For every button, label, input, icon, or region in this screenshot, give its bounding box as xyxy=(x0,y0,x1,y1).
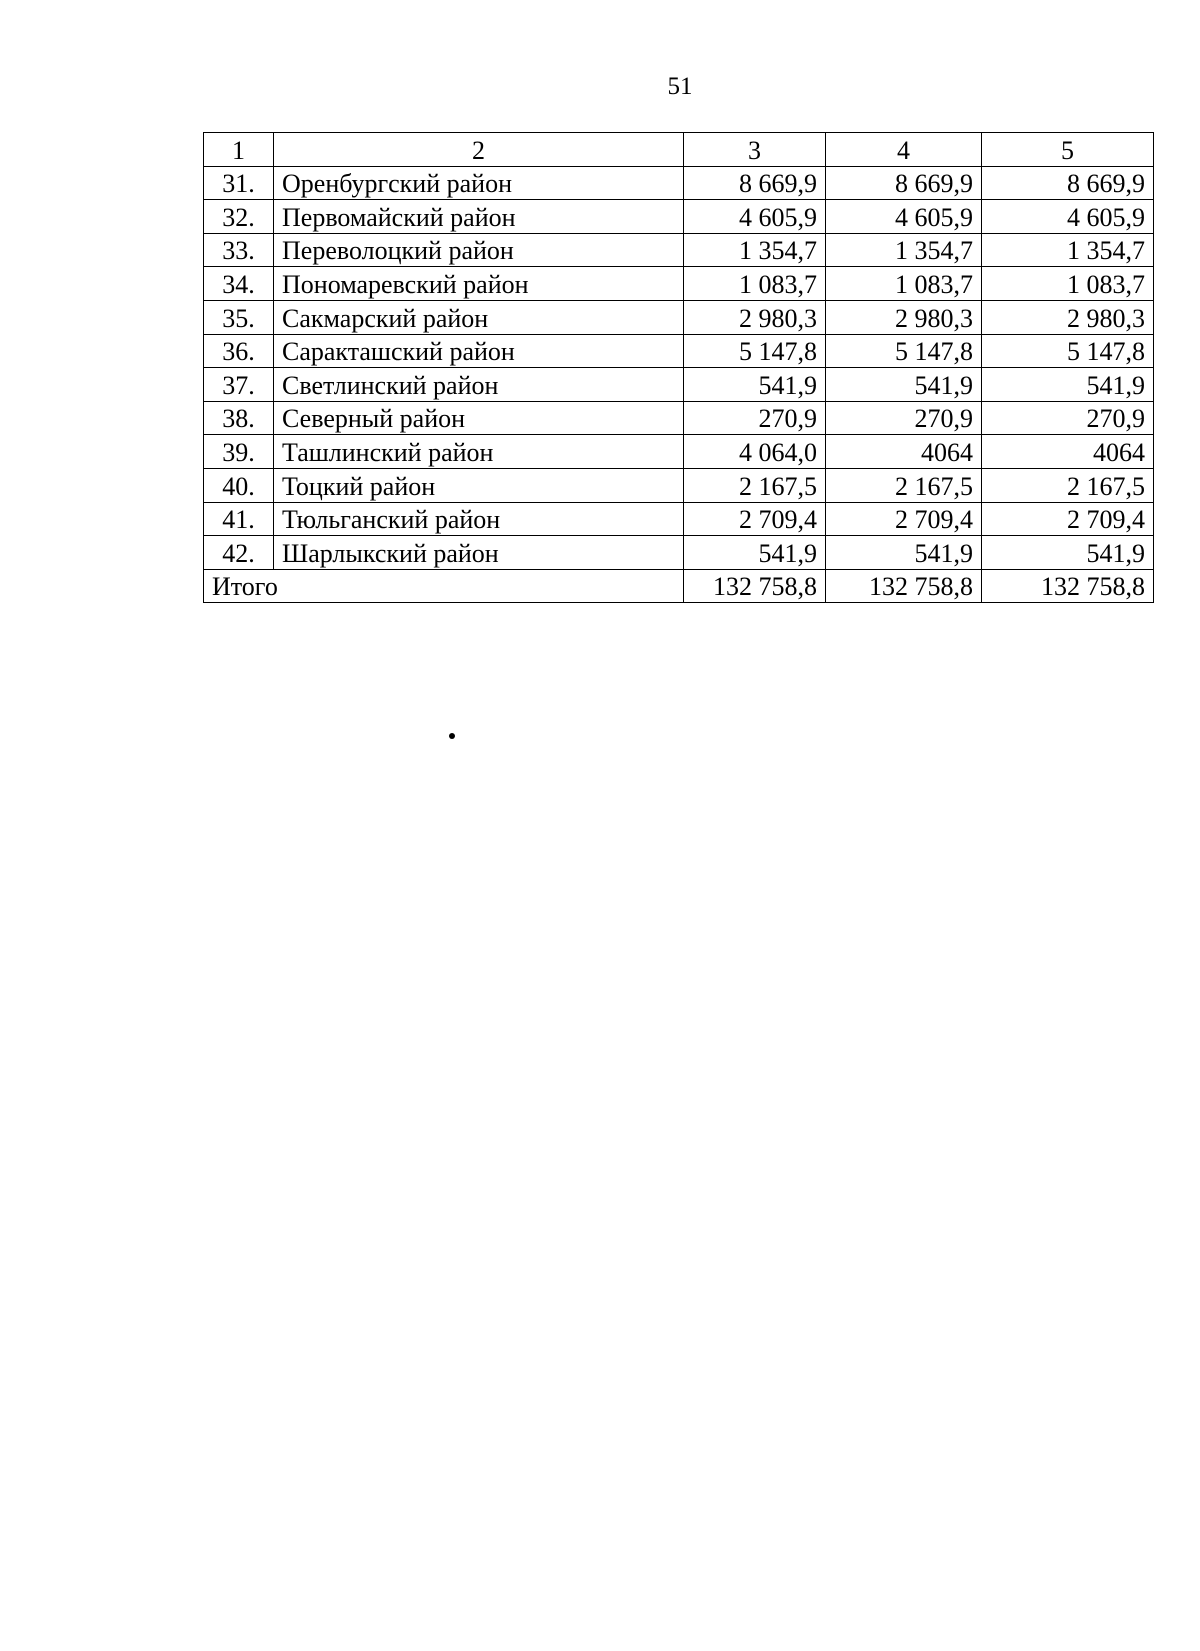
value-col5-cell: 2 709,4 xyxy=(982,502,1154,536)
row-number-cell: 42. xyxy=(204,536,274,570)
table-row xyxy=(204,233,1154,267)
value-col3-cell: 2 980,3 xyxy=(684,300,826,334)
row-number-cell: 33. xyxy=(204,233,274,267)
value-col4-cell: 1 083,7 xyxy=(826,267,982,301)
value-col3-cell: 2 709,4 xyxy=(684,502,826,536)
value-col3-cell: 4 605,9 xyxy=(684,200,826,234)
district-name-cell: Светлинский район xyxy=(274,368,684,402)
value-col4-cell: 4 605,9 xyxy=(826,200,982,234)
value-col4-cell: 1 354,7 xyxy=(826,233,982,267)
district-name-cell: Ташлинский район xyxy=(274,435,684,469)
table-row xyxy=(204,401,1154,435)
table-header-row xyxy=(204,133,1154,167)
value-col3-cell: 8 669,9 xyxy=(684,166,826,200)
row-number-cell: 41. xyxy=(204,502,274,536)
header-cell: 1 xyxy=(204,133,274,167)
value-col4-cell: 2 980,3 xyxy=(826,300,982,334)
value-col4-cell: 2 709,4 xyxy=(826,502,982,536)
value-col5-cell: 541,9 xyxy=(982,536,1154,570)
row-number-cell: 39. xyxy=(204,435,274,469)
value-col3-cell: 5 147,8 xyxy=(684,334,826,368)
total-label-cell: Итого xyxy=(204,569,684,603)
district-name-cell: Шарлыкский район xyxy=(274,536,684,570)
table-row xyxy=(204,435,1154,469)
value-col4-cell: 8 669,9 xyxy=(826,166,982,200)
value-col5-cell: 2 980,3 xyxy=(982,300,1154,334)
table-row xyxy=(204,200,1154,234)
value-col5-cell: 5 147,8 xyxy=(982,334,1154,368)
header-cell: 2 xyxy=(274,133,684,167)
value-col4-cell: 2 167,5 xyxy=(826,468,982,502)
value-col5-cell: 8 669,9 xyxy=(982,166,1154,200)
row-number-cell: 34. xyxy=(204,267,274,301)
value-col4-cell: 541,9 xyxy=(826,536,982,570)
table-row xyxy=(204,368,1154,402)
row-number-cell: 37. xyxy=(204,368,274,402)
value-col4-cell: 270,9 xyxy=(826,401,982,435)
district-name-cell: Первомайский район xyxy=(274,200,684,234)
row-number-cell: 31. xyxy=(204,166,274,200)
row-number-cell: 35. xyxy=(204,300,274,334)
data-table xyxy=(203,132,1154,603)
stray-dot xyxy=(449,733,455,739)
value-col5-cell: 541,9 xyxy=(982,368,1154,402)
district-name-cell: Тоцкий район xyxy=(274,468,684,502)
header-cell: 4 xyxy=(826,133,982,167)
district-name-cell: Тюльганский район xyxy=(274,502,684,536)
row-number-cell: 36. xyxy=(204,334,274,368)
row-number-cell: 38. xyxy=(204,401,274,435)
total-col4-cell: 132 758,8 xyxy=(826,569,982,603)
page-number: 51 xyxy=(667,73,693,100)
district-name-cell: Пономаревский район xyxy=(274,267,684,301)
value-col4-cell: 5 147,8 xyxy=(826,334,982,368)
total-row xyxy=(204,569,1154,603)
value-col3-cell: 2 167,5 xyxy=(684,468,826,502)
value-col5-cell: 2 167,5 xyxy=(982,468,1154,502)
table-row xyxy=(204,468,1154,502)
value-col5-cell: 1 083,7 xyxy=(982,267,1154,301)
table-row xyxy=(204,536,1154,570)
value-col5-cell: 4064 xyxy=(982,435,1154,469)
value-col5-cell: 4 605,9 xyxy=(982,200,1154,234)
table-row xyxy=(204,166,1154,200)
district-name-cell: Сакмарский район xyxy=(274,300,684,334)
value-col3-cell: 541,9 xyxy=(684,368,826,402)
value-col3-cell: 270,9 xyxy=(684,401,826,435)
total-col3-cell: 132 758,8 xyxy=(684,569,826,603)
district-name-cell: Северный район xyxy=(274,401,684,435)
header-cell: 5 xyxy=(982,133,1154,167)
table-row xyxy=(204,334,1154,368)
row-number-cell: 32. xyxy=(204,200,274,234)
district-name-cell: Оренбургский район xyxy=(274,166,684,200)
value-col3-cell: 541,9 xyxy=(684,536,826,570)
value-col3-cell: 4 064,0 xyxy=(684,435,826,469)
table-row xyxy=(204,267,1154,301)
table-row xyxy=(204,300,1154,334)
total-col5-cell: 132 758,8 xyxy=(982,569,1154,603)
value-col5-cell: 270,9 xyxy=(982,401,1154,435)
district-name-cell: Саракташский район xyxy=(274,334,684,368)
district-name-cell: Переволоцкий район xyxy=(274,233,684,267)
value-col3-cell: 1 354,7 xyxy=(684,233,826,267)
value-col4-cell: 4064 xyxy=(826,435,982,469)
value-col4-cell: 541,9 xyxy=(826,368,982,402)
header-cell: 3 xyxy=(684,133,826,167)
value-col3-cell: 1 083,7 xyxy=(684,267,826,301)
table-row xyxy=(204,502,1154,536)
value-col5-cell: 1 354,7 xyxy=(982,233,1154,267)
row-number-cell: 40. xyxy=(204,468,274,502)
